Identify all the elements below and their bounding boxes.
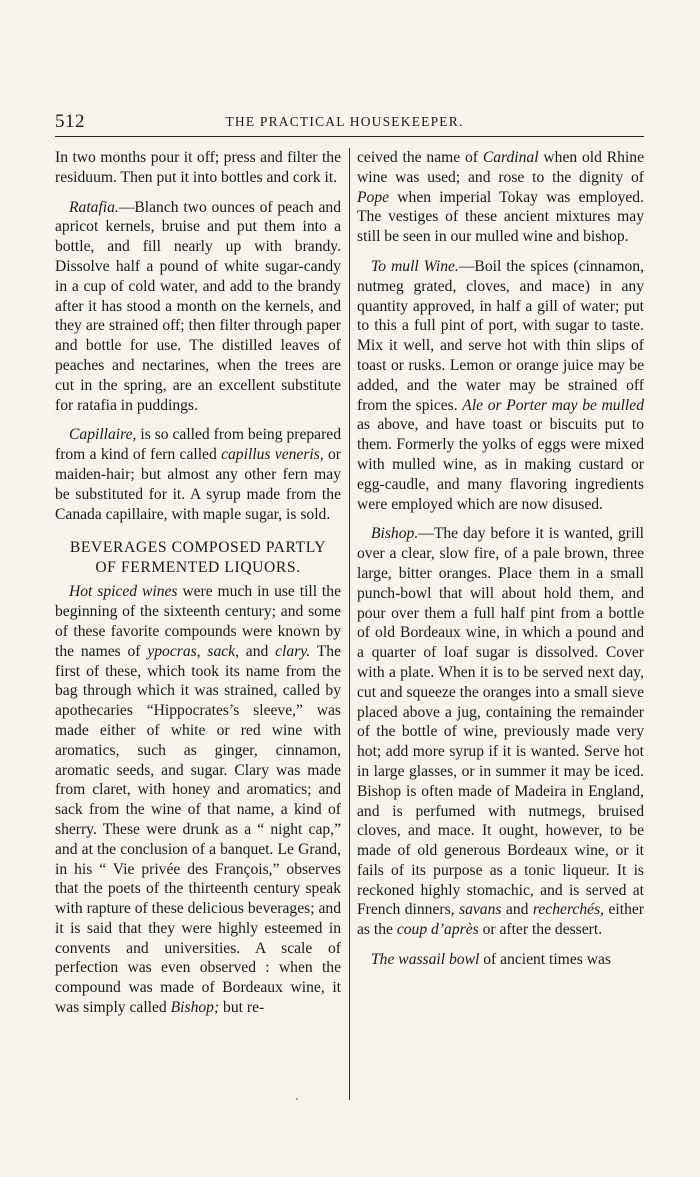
running-header xyxy=(55,106,644,137)
paragraph-wassail-bowl: The wassail bowl of ancient times was xyxy=(371,951,611,969)
section-heading: BEVERAGES COMPOSED PARTLY OF FERMENTED LIQUORS. xyxy=(69,539,327,577)
left-column xyxy=(55,148,341,1026)
column-divider xyxy=(349,148,350,1100)
paragraph-mull-wine: To mull Wine.—Boil the spices (cinnamon, nutmeg grated, cloves, and mace) in any quantity approved, in half a gill of water; put to this a full pint of port, with sugar to taste. Mix it well, and serve hot with thin slips of toast or rusks. Lemon or orange juice may be added, and the water may be strained off from the spices. Ale or Porter may be mulled as above, and have toast or biscuits put to them. Formerly the yolks of eggs were mixed with mulled wine, as in making custard or egg-caudle, and many flavoring ingredients were employed which are now disused. xyxy=(357,257,644,513)
paragraph-capillaire: Capillaire, is so called from being prepared from a kind of fern called capillus veneris, or maiden-hair; but almost any other fern may be substituted for it. A syrup made from the Canada capillaire, with maple sugar, is sold. xyxy=(55,426,341,523)
entry-heading-mull-wine: To mull Wine. xyxy=(371,257,459,275)
entry-heading-bishop: Bishop. xyxy=(371,525,419,543)
right-column xyxy=(357,148,644,980)
entry-heading-hot-spiced-wines: Hot spiced wines xyxy=(69,583,178,601)
paragraph-bishop: Bishop.—The day before it is wanted, grill over a clear, slow fire, of a pale brown, three large, bitter oranges. Place them in a small punch-bowl that will about hold them, and pour over them a full half pint from a bottle of old Bordeaux wine, in which a pound and a quarter of loaf sugar is dissolved. Cover with a plate. When it is to be served next day, cut and squeeze the oranges into a small sieve placed above a jug, containing the remainder of the bottle of wine, previously made very hot; add more syrup if it is wanted. Serve hot in large glasses, or in summer it may be iced. Bishop is often made of Madeira in England, and is perfumed with nutmegs, bruised cloves, and mace. It ought, however, to be made of old generous Bordeaux wine, or it fails of its purpose as a tonic liqueur. It is reckoned highly stomachic, and is served at French dinners, savans and recherchés, either as the coup d’après or after the dessert. xyxy=(357,525,644,939)
entry-heading-capillaire: Capillaire, xyxy=(69,426,137,444)
paragraph-continuation: In two months pour it off; press and filter the residuum. Then put it into bottles and cork it. xyxy=(55,149,341,186)
entry-heading-ratafia: Ratafia. xyxy=(69,198,119,216)
paragraph-continuation-right: ceived the name of Cardinal when old Rhine wine was used; and rose to the dignity of Pope when imperial Tokay was employed. The vestiges of these ancient mixtures may still be seen in our mulled wine and bishop. xyxy=(357,149,644,246)
entry-heading-wassail-bowl: The wassail bowl xyxy=(371,951,480,969)
ink-speck xyxy=(296,1098,298,1100)
paragraph-hot-spiced-wines: Hot spiced wines were much in use till the beginning of the sixteenth century; and some of these favorite compounds were known by the names of ypocras, sack, and clary. The first of these, which took its name from the bag through which it was strained, called by apothecaries “Hippocrates’s sleeve,” was made either of white or red wine with aromatics, such as ginger, cinnamon, aromatic seeds, and sugar. Clary was made from claret, with honey and aromatics; and sack from the wine of that name, a kind of sherry. These were drunk as a “ night cap,” and at the conclusion of a banquet. Le Grand, in his “ Vie privée des François,” observes that the poets of the thirteenth century speak with rapture of these delicious beverages; and it is said that they were highly esteemed in convents and universities. A scale of perfection was even observed : when the compound was made of Bordeaux wine, it was simply called Bishop; but re- xyxy=(55,583,341,1017)
paragraph-ratafia: Ratafia.—Blanch two ounces of peach and apricot kernels, bruise and put them into a bottle, and fill nearly up with brandy. Dissolve half a pound of white sugar-candy in a cup of cold water, and add to the brandy after it has stood a month on the kernels, and they are strained off; then filter through paper and bottle for use. The distilled leaves of peaches and nectarines, when the trees are cut in the spring, are an excellent substitute for ratafia in puddings. xyxy=(55,198,341,414)
page-number: 512 xyxy=(55,111,85,132)
running-title: THE PRACTICAL HOUSEKEEPER. xyxy=(225,114,464,129)
